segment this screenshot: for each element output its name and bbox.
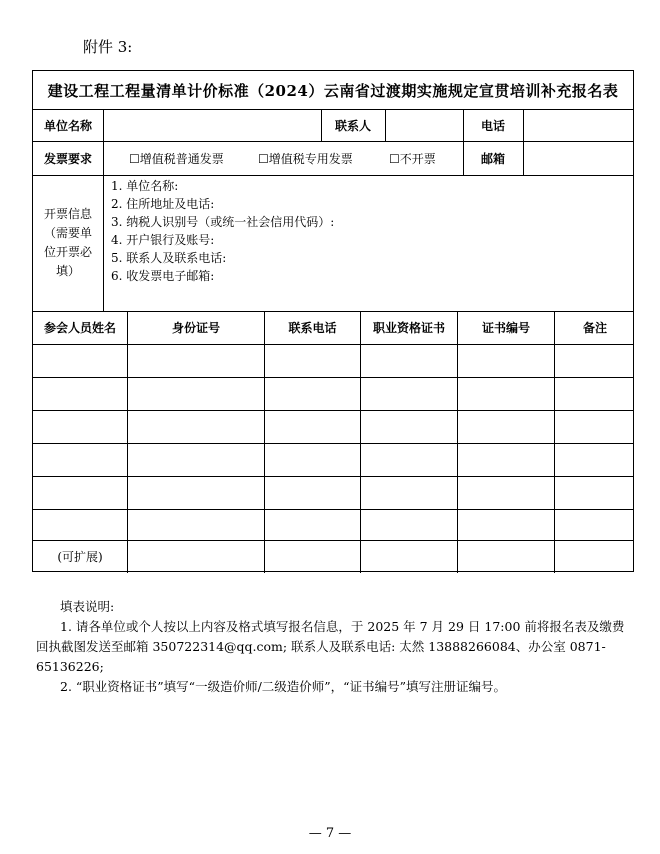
invoice-requirement-label: 发票要求 (43, 151, 92, 166)
contact-label: 联系人 (334, 118, 371, 133)
checkbox-no-invoice[interactable]: ☐不开票 (389, 151, 436, 166)
checkbox-vat-special[interactable]: ☐增值税专用发票 (258, 151, 353, 166)
instructions-heading: 填表说明: (60, 599, 115, 614)
form-title: 建设工程工程量清单计价标准（2024）云南省过渡期实施规定宣贯培训补充报名表 (47, 81, 619, 100)
invoice-info-label-line: 填） (55, 264, 80, 278)
invoice-info-label-line: 位开票必 (43, 245, 92, 259)
phone-label: 电话 (480, 118, 505, 133)
header-certificate-number: 证书编号 (481, 321, 530, 335)
instruction-item: 2. “职业资格证书”填写“一级造价师/二级造价师”，“证书编号”填写注册证编号。 (60, 679, 506, 694)
invoice-info-label-line: 开票信息 (43, 207, 92, 221)
invoice-info-item: 3. 纳税人识别号（或统一社会信用代码）: (111, 215, 335, 229)
invoice-info-list (111, 177, 334, 285)
header-contact-phone: 联系电话 (288, 321, 337, 335)
fill-instructions (36, 597, 632, 697)
unit-name-field[interactable] (104, 109, 321, 141)
invoice-info-item: 4. 开户银行及账号: (111, 233, 215, 247)
checkbox-vat-ordinary[interactable]: ☐增值税普通发票 (129, 151, 224, 166)
email-field[interactable] (524, 141, 634, 175)
contact-field[interactable] (386, 109, 463, 141)
invoice-info-item: 5. 联系人及联系电话: (111, 251, 227, 265)
header-id-number: 身份证号 (171, 321, 220, 335)
unit-name-label: 单位名称 (43, 118, 92, 133)
phone-field[interactable] (524, 109, 634, 141)
header-qualification: 职业资格证书 (372, 321, 445, 335)
invoice-info-label (33, 175, 103, 311)
instruction-item: 1. 请各单位或个人按以上内容及格式填写报名信息，于 2025 年 7 月 29 日 17:00 前将报名表及缴费回执截图发送至邮箱 350722314@qq.com; 联系人及联系电话: 太然 13888266084、办公室 0871-65136226; (36, 619, 625, 674)
invoice-info-item: 6. 收发票电子邮箱: (111, 269, 215, 283)
invoice-info-item: 2. 住所地址及电话: (111, 197, 215, 211)
email-label: 邮箱 (480, 151, 505, 166)
header-remarks: 备注 (582, 321, 607, 335)
registration-form-table (32, 70, 634, 572)
page-number: — 7 — (308, 826, 352, 841)
invoice-info-item: 1. 单位名称: (111, 179, 179, 193)
header-participant-name: 参会人员姓名 (43, 321, 116, 335)
attachment-label: 附件 3: (83, 38, 133, 56)
expandable-label: (可扩展) (57, 550, 103, 564)
invoice-info-label-line: （需要单 (43, 226, 92, 240)
